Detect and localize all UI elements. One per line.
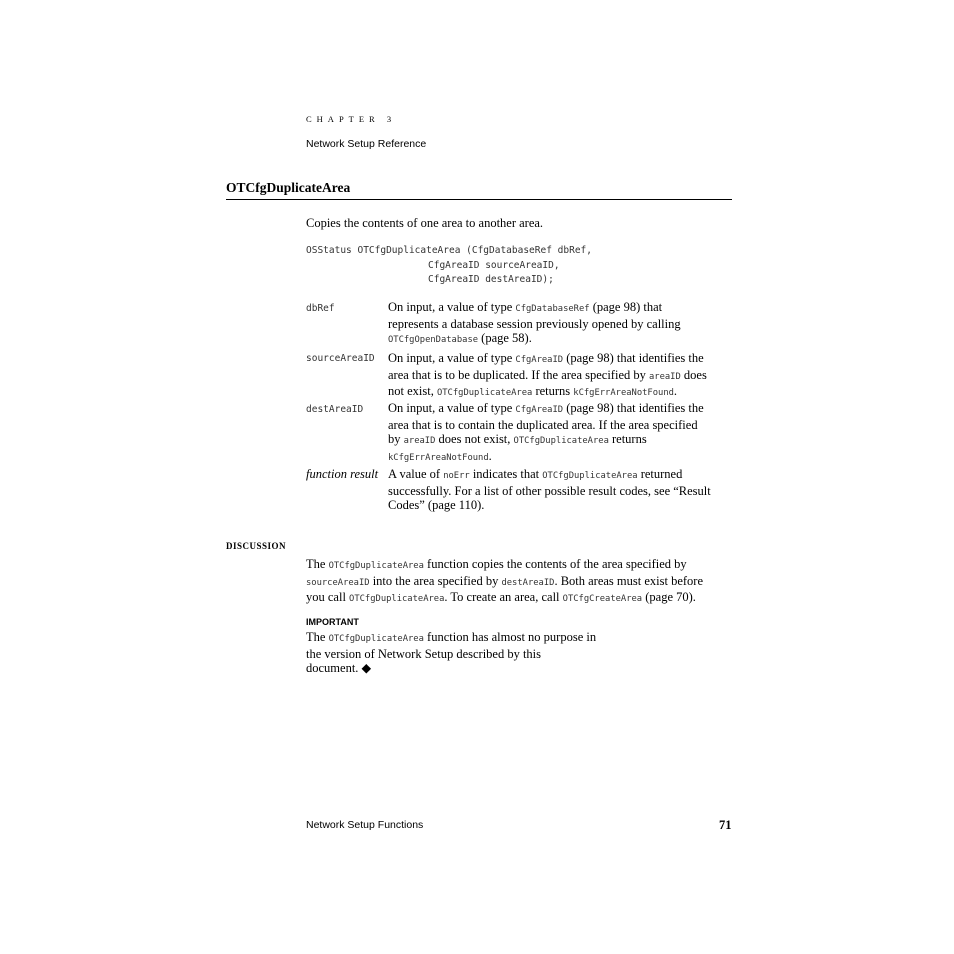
text-line [306,661,596,676]
text-line [388,384,707,401]
text-run: function has almost no purpose in [423,630,597,644]
text-run: (page 98) that [589,300,663,314]
text-line [306,647,596,662]
text-run: area that is to be duplicated. If the area specified by [388,367,649,382]
code-term: destAreaID [501,577,555,588]
text-run: The [306,630,329,644]
text-line [306,630,596,647]
text-run: . Both areas must exist before [554,573,704,588]
code-term: OTCfgDuplicateArea [436,388,533,399]
text-line [388,351,707,368]
code-term: kCfgErrAreaNotFound [388,452,489,463]
text-line [388,467,711,484]
param-definition-dbref [388,300,681,348]
code-term: CfgAreaID [515,405,564,415]
param-definition-sourceareaid [388,351,707,401]
text-run: function copies the contents of the area specified by [423,557,687,571]
function-title: OTCfgDuplicateArea [226,180,351,195]
param-definition-destareaid [388,401,704,465]
title-divider [226,199,732,200]
text-line [388,484,711,499]
text-run: (page 98) that identifies the [563,351,704,365]
text-run: represents a database session previously opened by calling [388,316,681,331]
text-run: indicates that [469,467,543,481]
running-head: Network Setup Reference [306,138,427,150]
text-run: returned [637,467,683,481]
discussion-body [306,557,703,607]
code-term: OTCfgCreateArea [562,594,643,605]
text-run: (page 58). [478,331,532,346]
text-run: area that is to contain the duplicated area. If the area specified [388,417,698,432]
code-term: OTCfgOpenDatabase [388,335,479,346]
text-run: does not exist, [435,432,514,447]
param-term-sourceareaid: sourceAreaID [306,353,375,364]
text-run: by [388,432,404,447]
code-term: OTCfgDuplicateArea [513,436,609,447]
param-term-destareaid: destAreaID [306,404,364,415]
text-line [388,401,704,418]
code-term: noErr [443,471,470,481]
text-run: document. [306,661,362,676]
param-term-dbref: dbRef [306,303,335,314]
text-run: The [306,557,329,571]
code-term: areaID [649,371,681,382]
text-run: returns [608,432,647,447]
text-run: the version of Network Setup described by this [306,646,542,661]
text-line [388,418,704,433]
text-line [388,317,681,332]
text-line [388,331,681,348]
text-run: not exist, [388,384,437,399]
text-run: ◆ [361,661,372,676]
code-term: OTCfgDuplicateArea [328,561,424,571]
text-line [306,590,703,607]
text-line [306,557,703,574]
text-run: On input, a value of type [388,351,516,365]
declaration-line: CfgAreaID sourceAreaID, [428,260,560,271]
text-run: . [673,384,678,399]
important-body [306,630,596,676]
text-run: (page 70). [642,590,696,605]
chapter-label: CHAPTER 3 [306,114,397,124]
function-summary: Copies the contents of one area to another area. [306,216,544,230]
code-term: CfgAreaID [515,355,564,365]
function-result-definition [388,467,711,513]
code-term: OTCfgDuplicateArea [349,594,445,605]
code-term: areaID [403,436,436,447]
text-line [388,368,707,385]
text-line [388,498,711,513]
code-term: sourceAreaID [306,577,370,588]
declaration-line: CfgAreaID destAreaID); [428,274,554,285]
text-run: successfully. For a list of other possible result codes, see “Result [388,483,711,498]
text-run: . To create an area, call [444,590,563,605]
code-term: OTCfgDuplicateArea [328,634,424,644]
text-line [388,449,704,466]
discussion-heading: DISCUSSION [226,541,287,551]
text-run: you call [306,590,350,605]
code-term: CfgDatabaseRef [515,304,590,314]
text-line [388,300,681,317]
text-line [388,432,704,449]
text-run: Codes” (page 110). [388,498,485,513]
text-run: (page 98) that identifies the [563,401,704,415]
declaration-line: OSStatus OTCfgDuplicateArea (CfgDatabaseRef dbRef, [306,245,592,256]
text-run: does [680,367,707,382]
text-run: . [488,448,492,463]
text-line [306,574,703,591]
text-run: A value of [388,467,444,481]
code-term: OTCfgDuplicateArea [542,471,638,481]
text-run: On input, a value of type [388,300,516,314]
code-term: kCfgErrAreaNotFound [573,388,674,399]
text-run: into the area specified by [369,573,502,588]
page-number: 71 [719,818,732,832]
footer-section: Network Setup Functions [306,819,424,831]
function-result-label: function result [306,467,379,481]
important-heading: IMPORTANT [306,617,359,627]
text-run: On input, a value of type [388,401,516,415]
text-run: returns [532,384,574,399]
